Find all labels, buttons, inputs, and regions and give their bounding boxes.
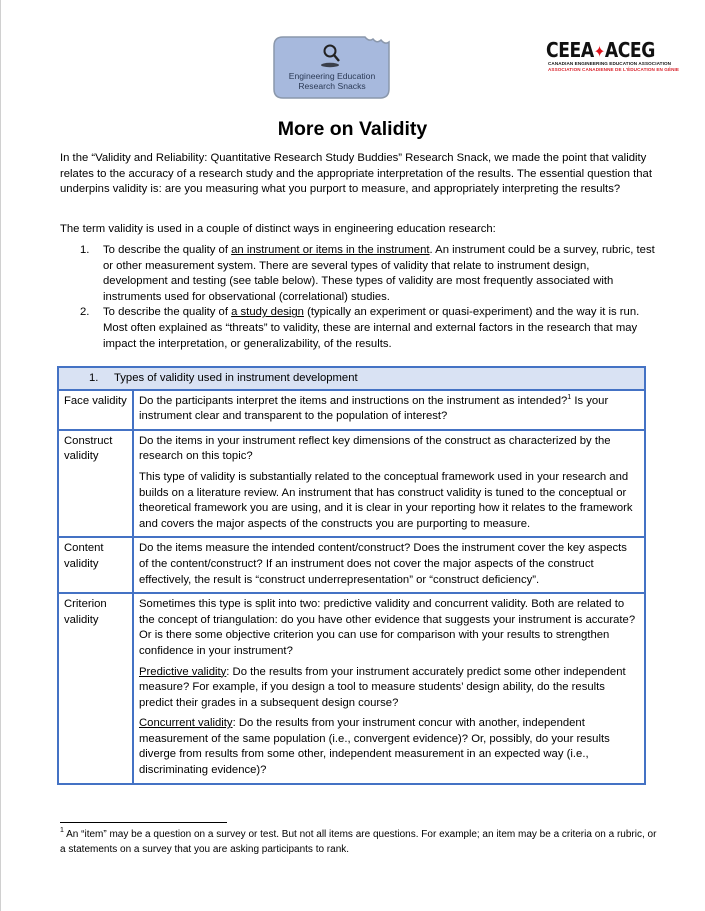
maple-leaf-icon: ✦ (593, 42, 605, 61)
list-item (60, 243, 655, 305)
validity-name: Face validity (58, 390, 133, 430)
cell-text: : Do the results from your instrument concur with another, independent measurement of the same population (i.e., convergent evidence)? Or, possibly, do your results diverge from results from some other, independent measurement in an expected way (i.e., discriminating evidence)? (139, 717, 610, 777)
validity-name: Construct validity (58, 430, 133, 538)
table-row (58, 537, 645, 593)
cell-text: Do the items measure the intended content/construct? Does the instrument cover the key aspects of the content/construct? If an instrument does not cover the major aspects of the construct effectively, the result is “construct underrepresentation” or “construct deficiency”. (139, 542, 627, 586)
logo-subtitle-fr: ASSOCIATION CANADIENNE DE L'ÉDUCATION EN GÉNIE (548, 67, 680, 72)
underlined-term: an instrument or items in the instrument (231, 244, 430, 256)
table-row (58, 390, 645, 430)
table-header-row (58, 367, 645, 390)
intro-paragraph: In the “Validity and Reliability: Quantitative Research Study Buddies” Research Snack, we made the point that validity relates to the accuracy of a research study and the appropriate interpretation of the results. The essential question that underpins validity is: are you measuring what you purport to measure, and appropriately interpreting the results? (60, 152, 652, 196)
table-header-text: Types of validity used in instrument development (114, 372, 358, 384)
cell-text: Sometimes this type is split into two: predictive validity and concurrent validity. Both are related to the concept of triangulation: do you have other evidence that suggests your instrument is accurate? Or is there some objective criterion you can use for comparison with your results to strengthen confidence in your instrument? (139, 598, 636, 657)
validity-description (133, 593, 645, 784)
validity-name: Content validity (58, 537, 133, 593)
cell-text: Is your instrument clear and transparent to the population of interest? (139, 394, 609, 423)
validity-types-table (57, 366, 646, 785)
validity-name: Criterion validity (58, 593, 133, 784)
research-snacks-logo (273, 36, 391, 99)
footnote-text: An “item” may be a question on a survey or test. But not all items are questions. For example; an item may be a criteria on a rubric, or a statements on a survey that you are asking participants to rank. (60, 829, 657, 855)
validity-description (133, 537, 645, 593)
list-number: 1. (80, 244, 90, 256)
snack-logo-line1: Engineering Education (288, 71, 376, 81)
footnote-mark: 1 (60, 827, 64, 834)
table-row (58, 593, 645, 784)
validity-description (133, 430, 645, 538)
subtype-label: Concurrent validity (139, 717, 233, 730)
cell-text: : Do the results from your instrument accurately predict some other independent measure? For example, if you design a tool to measure students’ design ability, do the results predict their grades in a subsequent design course? (139, 665, 626, 709)
table-header (58, 367, 645, 390)
logo-right-text: ACEG (604, 38, 655, 62)
list-number: 2. (80, 306, 90, 319)
footnote-ref[interactable]: 1 (567, 393, 572, 401)
magnifier-icon (273, 36, 391, 71)
cell-text: Do the items in your instrument reflect key dimensions of the construct as characterized by the research on this topic? (139, 434, 611, 463)
underlined-term: a study design (231, 306, 304, 319)
usage-paragraph: The term validity is used in a couple of distinct ways in engineering education research: (60, 223, 496, 235)
list-text: To describe the quality of (103, 244, 232, 256)
validity-usage-list (60, 243, 655, 352)
list-item (60, 305, 655, 352)
list-text: To describe the quality of (103, 306, 232, 319)
page-title: More on Validity (277, 118, 428, 140)
cell-text: Do the participants interpret the items and instructions on the instrument as intended? (139, 394, 568, 407)
subtype-label: Predictive validity (139, 665, 227, 678)
logo-subtitle-en: CANADIAN ENGINEERING EDUCATION ASSOCIATION (548, 61, 672, 66)
cell-text: This type of validity is substantially related to the conceptual framework used in your research and builds on a literature review. An instrument that has construct validity is tuned to the conceptual or theoretical framework you are using, and it is clear in your reporting how it relates to the framework and covers the major aspects of the constructs you are purporting to measure. (139, 470, 633, 530)
validity-description (133, 390, 645, 430)
footnote-separator (60, 822, 227, 823)
list-text: (typically an experiment or quasi-experiment) and the way it is run. Most often explained as “threats” to validity, these are internal and external factors in the research that may impact the interpretation, or generalizability, of the results. (103, 306, 640, 350)
ceea-aceg-logo (546, 38, 680, 80)
table-row (58, 430, 645, 538)
list-text: . An instrument could be a survey, rubric, test or other measurement system. There are several types of validity that relate to instrument design, development and testing (see table below). These types of validity are most frequently associated with instruments used for observational (correlational) studies. (103, 244, 655, 303)
logo-left-text: CEEA (546, 38, 594, 62)
snack-logo-line2: Research Snacks (298, 81, 366, 91)
table-header-number: 1. (89, 372, 99, 384)
footnote (60, 827, 660, 857)
